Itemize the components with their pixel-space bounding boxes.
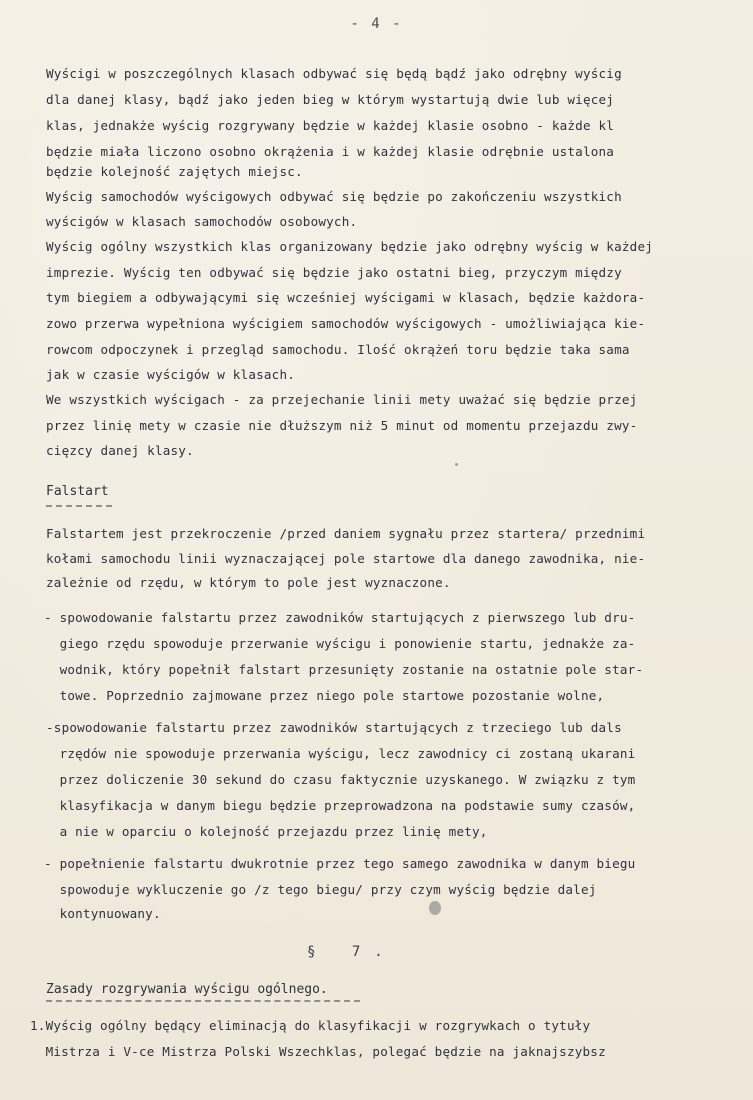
text-line: imprezie. Wyścig ten odbywać się będzie jako ostatni bieg, przyczym między <box>46 265 622 280</box>
text-line: klas, jednakże wyścig rozgrywany będzie w każdej klasie osobno - każde kl <box>46 118 615 133</box>
text-line: zowo przerwa wypełniona wyścigiem samochodów wyścigowych - umożliwiająca kie- <box>46 316 646 331</box>
text-line: będzie kolejność zajętych miejsc. <box>46 164 303 179</box>
text-line: 1.Wyścig ogólny będący eliminacją do klasyfikacji w rozgrywkach o tytuły <box>30 1018 591 1033</box>
text-line: wyścigów w klasach samochodów osobowych. <box>46 214 358 229</box>
text-line: Wyścig ogólny wszystkich klas organizowany będzie jako odrębny wyścig w każdej <box>46 239 654 254</box>
text-line: przez doliczenie 30 sekund do czasu faktycznie uzyskanego. W związku z tym <box>44 772 636 787</box>
text-line: kołami samochodu linii wyznaczającej pole startowe dla danego zawodnika, nie- <box>46 551 646 566</box>
section-number: § 7. <box>307 944 397 960</box>
text-line: Falstartem jest przekroczenie /przed daniem sygnału przez startera/ przednimi <box>46 526 646 541</box>
page-number: - 4 - <box>350 16 403 32</box>
text-line: We wszystkich wyścigach - za przejechanie linii mety uważać się będzie przej <box>46 392 638 407</box>
text-line: Wyścigi w poszczególnych klasach odbywać się będą bądź jako odrębny wyścig <box>46 66 622 81</box>
text-line: jak w czasie wyścigów w klasach. <box>46 367 296 382</box>
text-line: Wyścig samochodów wyścigowych odbywać się będzie po zakończeniu wszystkich <box>46 189 622 204</box>
text-line: klasyfikacja w danym biegu będzie przeprowadzona na podstawie sumy czasów, <box>44 798 636 813</box>
text-line: dla danej klasy, bądź jako jeden bieg w którym wystartują dwie lub więcej <box>46 92 615 107</box>
text-line: będzie miała liczono osobno okrążenia i w każdej klasie odrębnie ustalona <box>46 144 615 159</box>
text-line: tym biegiem a odbywającymi się wcześniej wyścigami w klasach, będzie każdora- <box>46 290 646 305</box>
text-line: giego rzędu spowoduje przerwanie wyścigu i ponowienie startu, jednakże za- <box>44 636 636 651</box>
text-line: przez linię mety w czasie nie dłuższym niż 5 minut od momentu przejazdu zwy- <box>46 418 638 433</box>
text-line: wodnik, który popełnił falstart przesunięty zostanie na ostatnie pole star- <box>44 662 644 677</box>
text-line: kontynuowany. <box>44 906 161 921</box>
falstart-heading: Falstart <box>46 484 109 499</box>
heading-underline <box>46 1000 360 1002</box>
heading-underline <box>46 505 112 507</box>
paper-speck <box>455 463 458 466</box>
text-line: Mistrza i V-ce Mistrza Polski Wszechklas, polegać będzie na jaknajszybsz <box>30 1044 606 1059</box>
text-line: zależnie od rzędu, w którym to pole jest wyznaczone. <box>46 575 451 590</box>
section-heading: Zasady rozgrywania wyścigu ogólnego. <box>46 982 328 997</box>
text-line: rowcom odpoczynek i przegląd samochodu. Ilość okrążeń toru będzie taka sama <box>46 342 630 357</box>
text-line: rzędów nie spowoduje przerwania wyścigu, lecz zawodnicy ci zostaną ukarani <box>44 746 636 761</box>
text-line: - popełnienie falstartu dwukrotnie przez tego samego zawodnika w danym biegu <box>44 856 636 871</box>
text-line: cięzcy danej klasy. <box>46 443 194 458</box>
text-line: towe. Poprzednio zajmowane przez niego pole startowe pozostanie wolne, <box>44 688 605 703</box>
text-line: a nie w oparciu o kolejność przejazdu przez linię mety, <box>44 824 488 839</box>
ink-blot <box>429 901 441 915</box>
text-line: -spowodowanie falstartu przez zawodników startujących z trzeciego lub dals <box>46 720 622 735</box>
text-line: spowoduje wykluczenie go /z tego biegu/ przy czym wyścig będzie dalej <box>44 882 597 897</box>
text-line: - spowodowanie falstartu przez zawodników startujących z pierwszego lub dru- <box>44 610 636 625</box>
